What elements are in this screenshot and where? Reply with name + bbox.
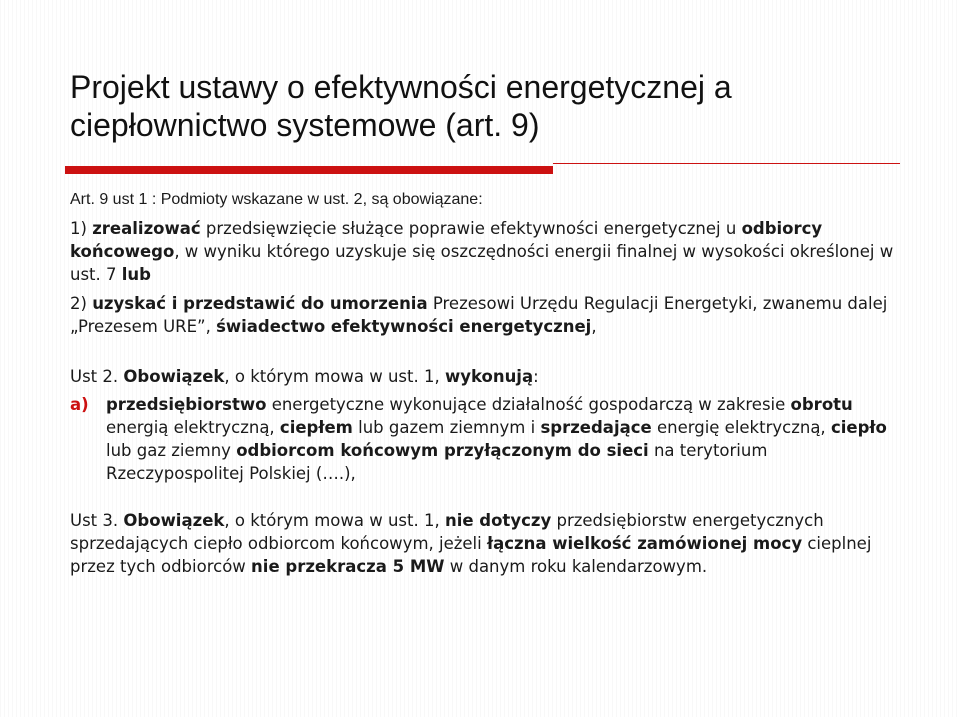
paragraph-item-1 [70, 217, 900, 286]
bold-run: ciepło [830, 418, 887, 437]
list-marker-a: a) [70, 395, 89, 414]
text-run: cieplnej przez tych odbiorców [70, 534, 872, 576]
text-run: Prezesowi Urzędu Regulacji Energetyki, zwanemu dalej „Prezesem URE”, [70, 294, 888, 336]
text-run: , [591, 317, 597, 336]
bold-run: uzyskać i przedstawić do umorzenia [92, 294, 428, 313]
title-underline-thick [65, 166, 553, 174]
bold-run: wykonują [444, 367, 534, 386]
bold-run: świadectwo efektywności energetycznej [216, 317, 592, 336]
text-run: , w wyniku którego uzyskuje się oszczędności energii finalnej w wysokości określonej w ust. 7 [70, 242, 894, 284]
bold-run: nie dotyczy [444, 511, 552, 530]
bold-run: nie przekracza 5 MW [251, 557, 445, 576]
text-run: 2) [70, 294, 93, 313]
slide-body [70, 188, 900, 578]
text-run: przedsięwzięcie służące poprawie efektywności energetycznej u [200, 219, 742, 238]
text-run: 1) [70, 219, 93, 238]
bold-run: zrealizować [92, 219, 201, 238]
bold-run: Obowiązek [123, 511, 225, 530]
title-underline-thin [553, 163, 900, 164]
paragraph-art9-ust1-text: Art. 9 ust 1 : Podmioty wskazane w ust. 2, są obowiązane: [70, 191, 483, 208]
bold-run: łączna wielkość zamówionej mocy [486, 534, 803, 553]
slide-title-line-2: ciepłownictwo systemowe (art. 9) [70, 107, 540, 143]
paragraph-item-2 [70, 292, 900, 338]
paragraph-ust2 [70, 365, 900, 388]
text-run: energetyczne wykonujące działalność gospodarczą w zakresie [266, 395, 791, 414]
text-run: na terytorium Rzeczypospolitej Polskiej (….), [106, 441, 768, 483]
bold-run: ciepłem [279, 418, 353, 437]
slide-title-line-1: Projekt ustawy o efektywności energetycznej a [70, 69, 732, 105]
text-run: Ust 3. [70, 511, 124, 530]
bold-run: sprzedające [540, 418, 652, 437]
text-run: : [533, 367, 539, 386]
paragraph-ust3 [70, 509, 900, 578]
text-run: energią elektryczną, [106, 418, 280, 437]
bold-run: odbiorcom końcowym przyłączonym do sieci [236, 441, 649, 460]
text-run: , o którym mowa w ust. 1, [224, 511, 445, 530]
text-run: Ust 2. [70, 367, 124, 386]
text-run: lub gazem ziemnym i [352, 418, 541, 437]
bold-run: Obowiązek [123, 367, 225, 386]
bold-run: obrotu [790, 395, 853, 414]
text-run: lub gaz ziemny [106, 441, 237, 460]
text-run: przedsiębiorstw energetycznych sprzedających ciepło odbiorcom końcowym, jeżeli [70, 511, 824, 553]
bold-run: przedsiębiorstwo [106, 395, 267, 414]
text-run: , o którym mowa w ust. 1, [224, 367, 445, 386]
slide-title [70, 68, 890, 144]
bold-run: odbiorcy końcowego [70, 219, 823, 261]
bold-run: lub [121, 265, 151, 284]
text-run: energię elektryczną, [651, 418, 831, 437]
list-item-a-text [106, 393, 900, 485]
list-item-a [70, 393, 900, 485]
paragraph-art9-ust1 [70, 188, 900, 211]
text-run: w danym roku kalendarzowym. [444, 557, 708, 576]
